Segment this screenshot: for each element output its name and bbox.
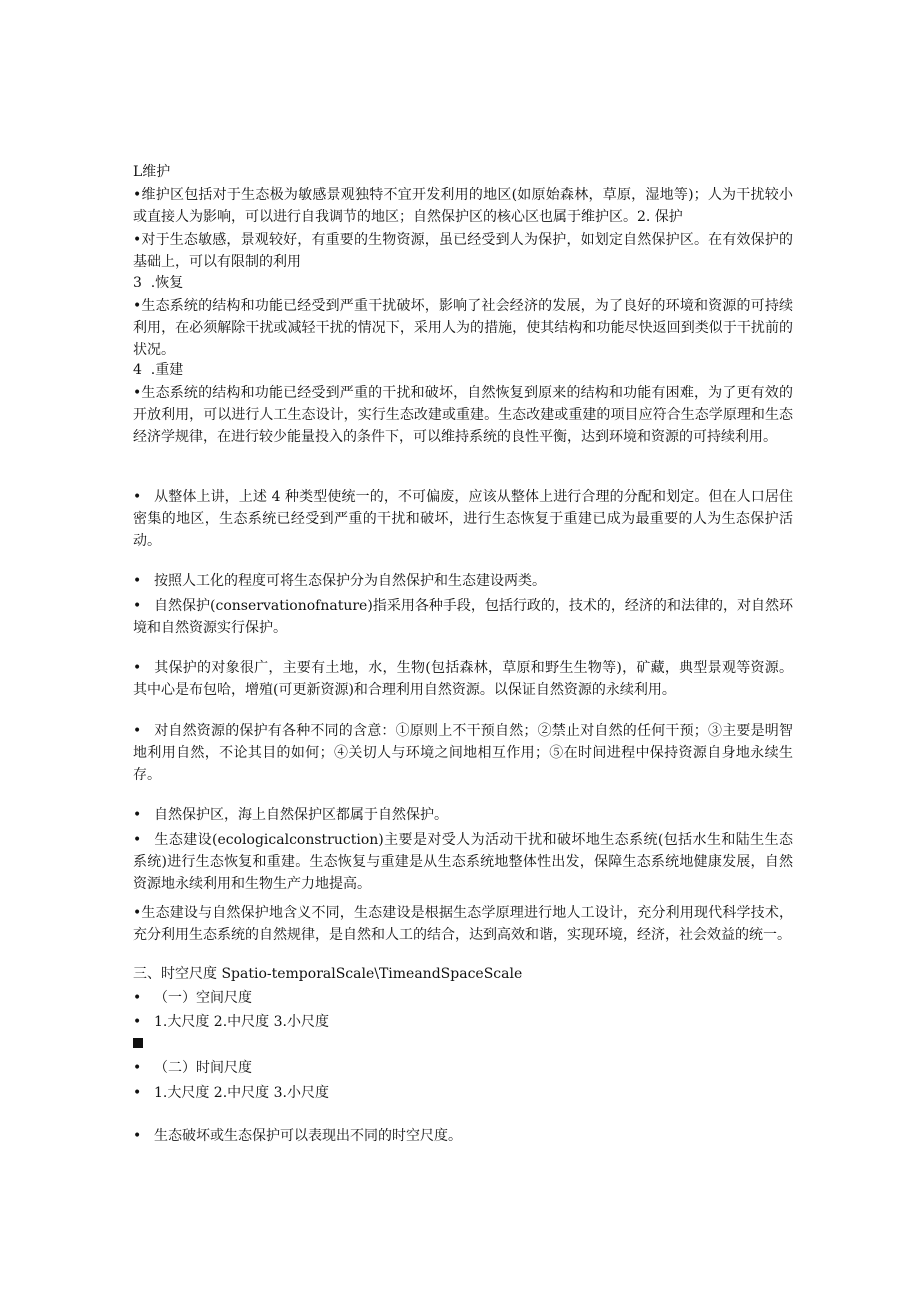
list-item: • （二）时间尺度 — [133, 1057, 793, 1079]
paragraph-ecological-construction: •生态建设与自然保护地含义不同，生态建设是根据生态学原理进行地人工设计，充分利用现代科学技术，充分利用生态系统的自然规律，是自然和人工的结合，达到高效和谐，实现环境，经济，社会效益的统一。 — [133, 905, 793, 943]
list-item: • 其保护的对象很广，主要有土地，水，生物(包括森林，草原和野生生物等)，矿藏，典型景观等资源。其中心是布包哈，增殖(可更新资源)和合理利用自然资源。以保证自然资源的永续利用。 — [133, 657, 793, 701]
paragraph-protection: •对于生态敏感，景观较好，有重要的生物资源，虽已经受到人为保护，如划定自然保护区。在有效保护的基础上，可以有限制的利用 — [133, 232, 793, 270]
bullet-icon: • — [133, 1128, 142, 1144]
bullet-icon: • — [133, 573, 142, 589]
bullet-icon: • — [133, 489, 142, 505]
heading-spatio-temporal-scale: 三、时空尺度 Spatio-temporalScale\TimeandSpaceScale — [133, 966, 523, 982]
paragraph-maintenance-zone: •维护区包括对于生态极为敏感景观独特不宜开发利用的地区(如原始森林，草原，湿地等)；人为干扰较小或直接人为影响，可以进行自我调节的地区；自然保护区的核心区也属于维护区。2. 保护 — [133, 187, 793, 225]
list-item: • 1.大尺度 2.中尺度 3.小尺度 — [133, 1082, 793, 1104]
list-item: • 按照人工化的程度可将生态保护分为自然保护和生态建设两类。 — [133, 570, 793, 592]
list-item: • 自然保护区，海上自然保护区都属于自然保护。 — [133, 804, 793, 826]
list-item: • 生态破坏或生态保护可以表现出不同的时空尺度。 — [133, 1125, 793, 1147]
bullet-icon: • — [133, 832, 142, 848]
bullet-icon: • — [133, 1085, 142, 1101]
bullet-icon: • — [133, 723, 142, 739]
paragraph-reconstruction: •生态系统的结构和功能已经受到严重的干扰和破坏，自然恢复到原来的结构和功能有困难，为了更有效的开放利用，可以进行人工生态设计，实行生态改建或重建。生态改建或重建的项目应符合生态学原理和生态经济学规律，在进行较少能量投入的条件下，可以维持系统的良性平衡，达到环境和资源的可持续利用。 — [133, 385, 793, 445]
bullet-icon: • — [133, 598, 142, 614]
list-item: • 1.大尺度 2.中尺度 3.小尺度 — [133, 1011, 793, 1033]
bullet-icon: • — [133, 1014, 142, 1030]
list-item: • 自然保护(conservationofnature)指采用各种手段，包括行政的，技术的，经济的和法律的，对自然环境和自然资源实行保护。 — [133, 595, 793, 639]
list-item: • 从整体上讲，上述 4 种类型使统一的，不可偏废，应该从整体上进行合理的分配和划定。但在人口居住密集的地区，生态系统已经受到严重的干扰和破坏，进行生态恢复于重建已成为最重要的人为生态保护活动。 — [133, 486, 793, 552]
list-item: • 生态建设(ecologicalconstruction)主要是对受人为活动干扰和破坏地生态系统(包括水生和陆生生态系统)进行生态恢复和重建。生态恢复与重建是从生态系统地整体性出发，保障生态系统地健康发展，自然资源地永续利用和生物生产力地提高。 — [133, 829, 793, 895]
list-item: • 对自然资源的保护有各种不同的含意：①原则上不干预自然；②禁止对自然的任何干预；③主要是明智地利用自然，不论其目的如何；④关切人与环境之间地相互作用；⑤在时间进程中保持资源自身地永续生存。 — [133, 720, 793, 786]
list-item: • （一）空间尺度 — [133, 987, 793, 1009]
heading-restoration: 3 .恢复 — [133, 275, 184, 291]
heading-maintenance: L维护 — [133, 164, 171, 180]
list-item — [133, 1032, 793, 1054]
paragraph-restoration: •生态系统的结构和功能已经受到严重干扰破坏，影响了社会经济的发展，为了良好的环境和资源的可持续利用，在必须解除干扰或减轻干扰的情况下，采用人为的措施，使其结构和功能尽快返回到类似于干扰前的状况。 — [133, 298, 793, 358]
bullet-icon: • — [133, 660, 142, 676]
bullet-icon: • — [133, 807, 142, 823]
square-bullet-icon — [133, 1038, 143, 1048]
heading-reconstruction: 4 .重建 — [133, 362, 184, 378]
bullet-icon: • — [133, 1060, 142, 1076]
bullet-icon: • — [133, 990, 142, 1006]
